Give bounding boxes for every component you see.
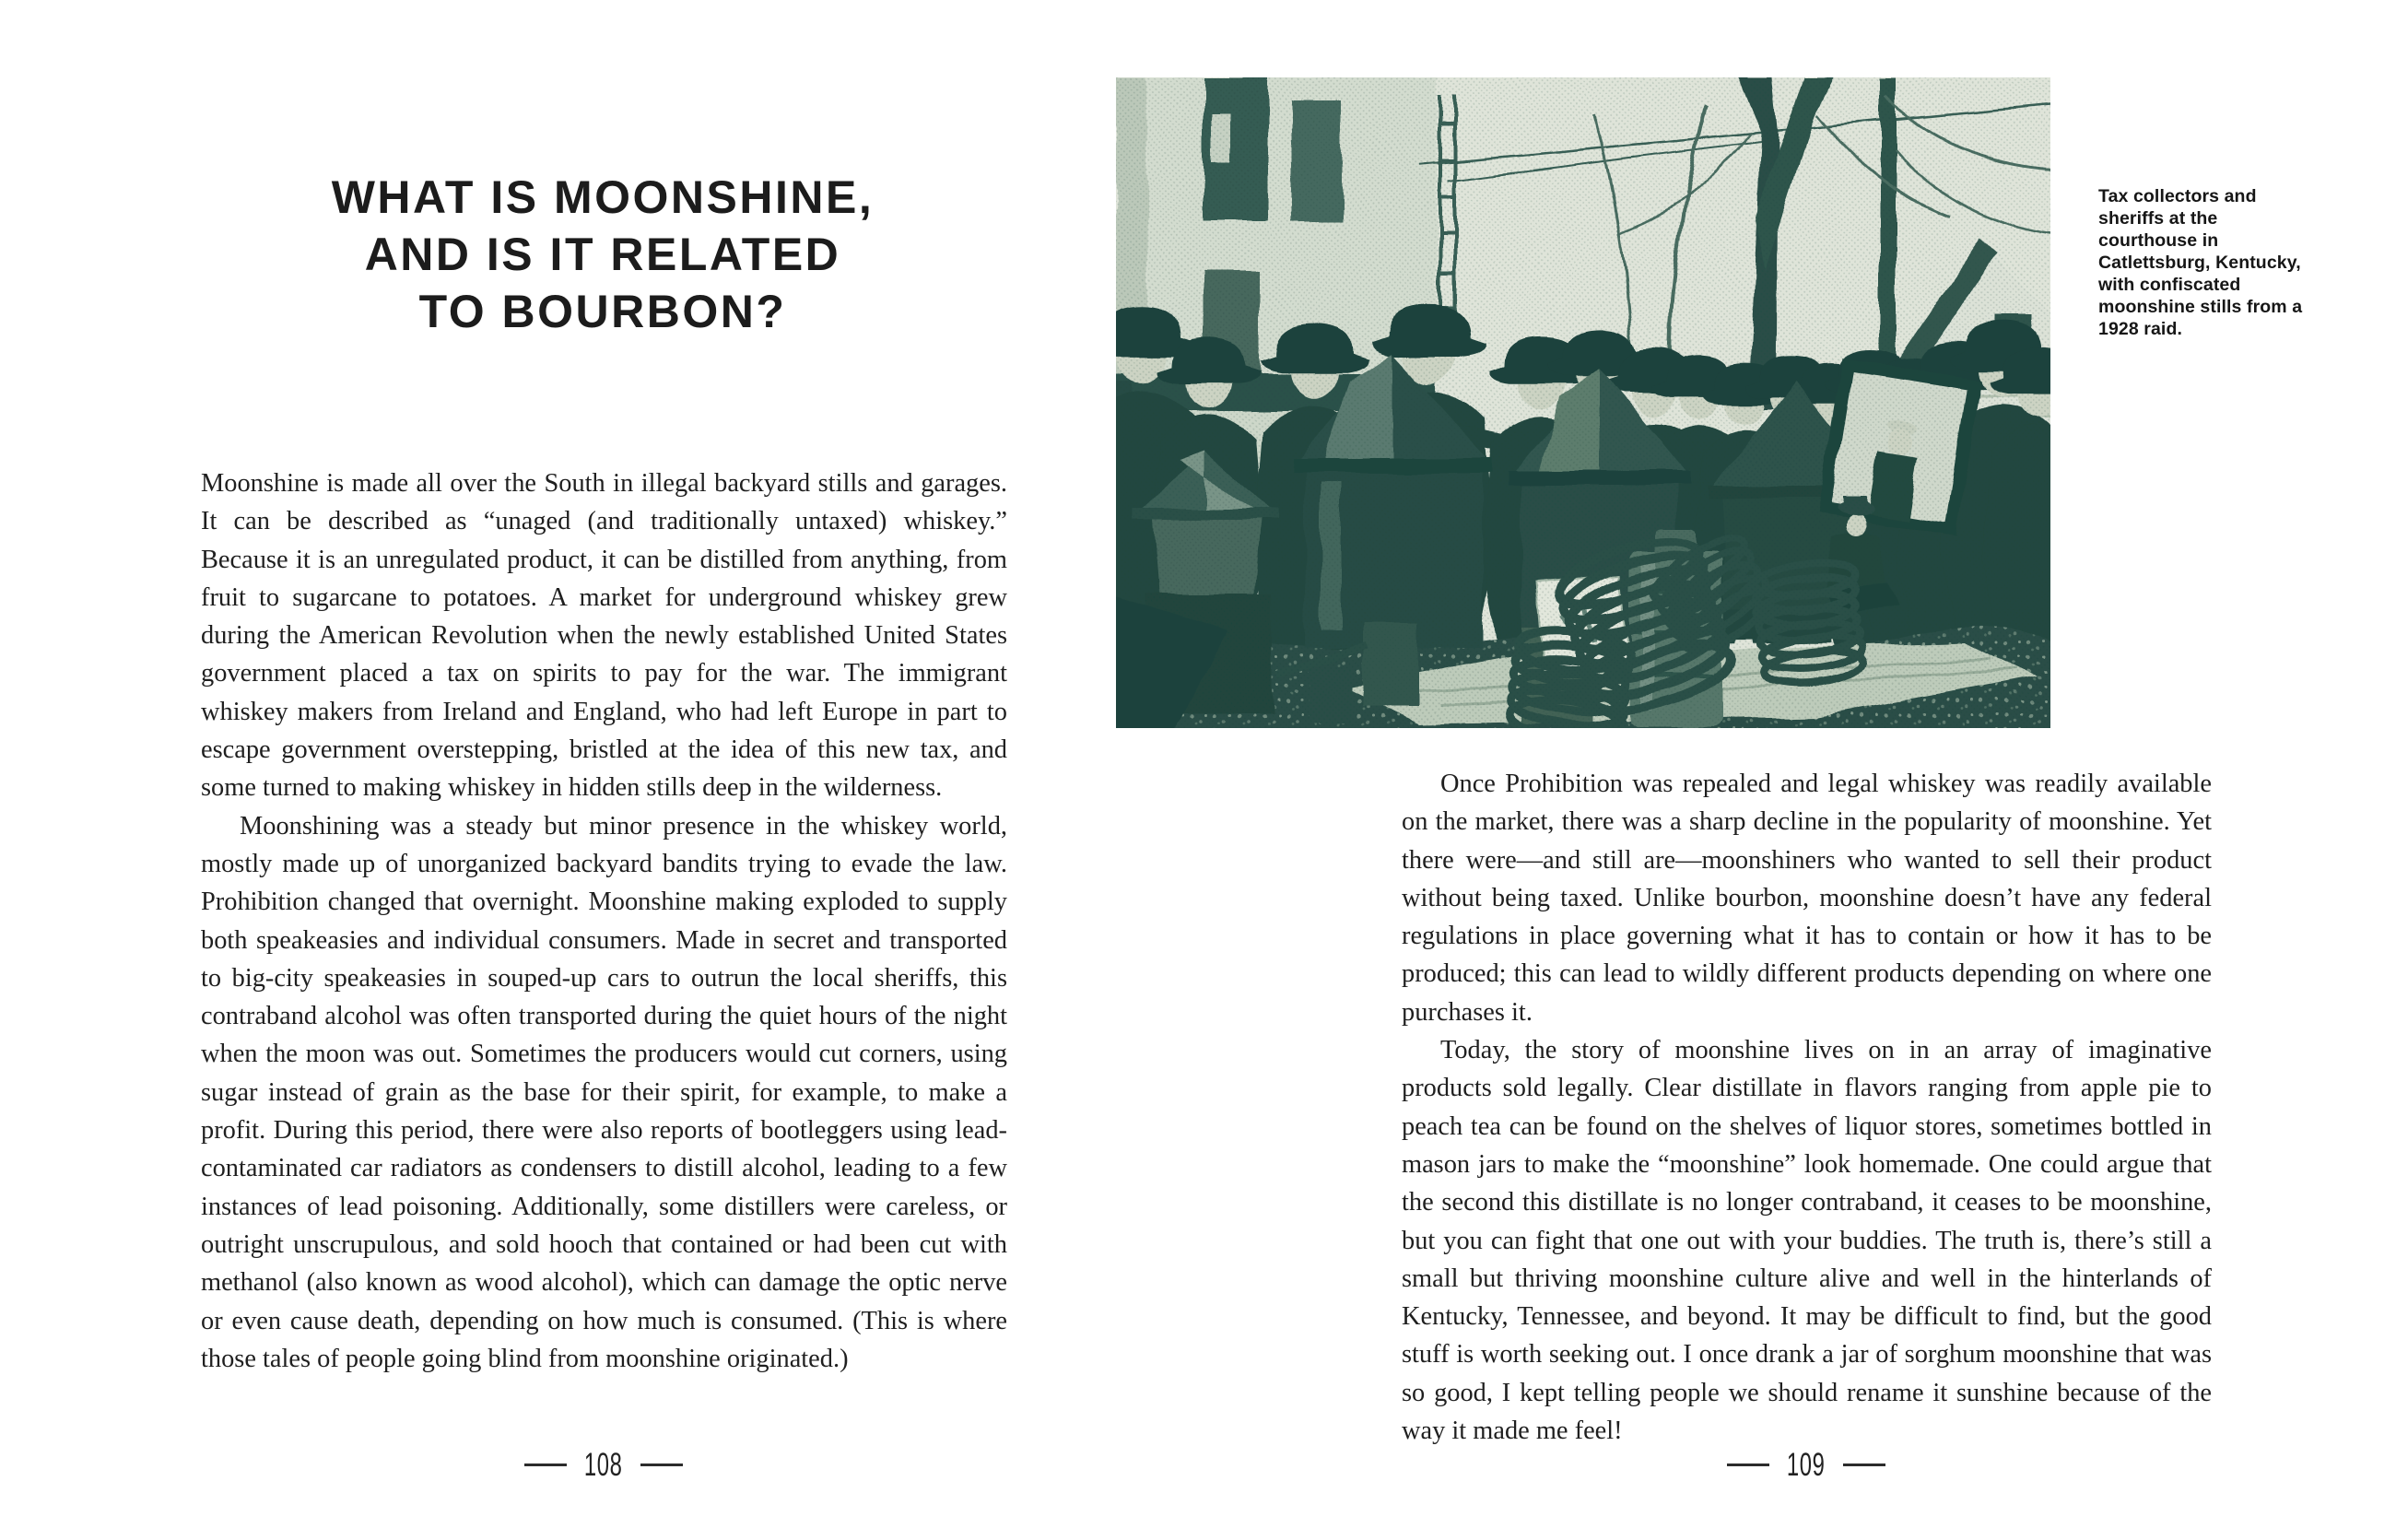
paragraph-4: Today, the story of moonshine lives on in an array of imaginative products sold legally. Clear distillate in flavors ranging from apple pie to peach tea can be found on the shelves of liquor stores, sometimes bottled in mason jars to make the “moonshine” look homemade. One could argue that the second this distillate is no longer contraband, it ceases to be moonshine, but you can fight that one out with your buddies. The truth is, there’s still a small but thriving moonshine culture alive and well in the hinterlands of Kentucky, Tennessee, and beyond. It may be difficult to find, but the good stuff is worth seeking out. I once drank a jar of sorghum moonshine that was so good, I kept telling people we should rename it sunshine because of the way it made me feel!	[1402, 1036, 2212, 1446]
folio-rule-right	[640, 1464, 683, 1466]
folio-rule-left	[1727, 1464, 1769, 1466]
photo-caption: Tax collectors and sheriffs at the courthouse in Catlettsburg, Kentucky, with confiscated moonshine stills from a 1928 raid.	[2098, 186, 2303, 339]
folio-number: 109	[1787, 1447, 1826, 1483]
right-body-text	[1402, 765, 2212, 1450]
page-number-left	[493, 1449, 714, 1481]
chapter-title	[221, 169, 984, 340]
paragraph-3: Once Prohibition was repealed and legal whiskey was readily available on the market, there was a sharp decline in the popularity of moonshine. Yet there were—and still are—moonshiners who wanted to sell their product without being taxed. Unlike bourbon, moonshine doesn’t have any federal regulations in place governing what it has to contain or how it has to be produced; this can lead to wildly different products depending on where one purchases it.	[1402, 770, 2212, 1027]
chapter-title-line-3: TO BOURBON?	[418, 286, 787, 337]
page-number-right	[1696, 1449, 1917, 1481]
paragraph-1: Moonshine is made all over the South in illegal backyard stills and garages. It can be described as “unaged (and traditionally untaxed) whiskey.” Because it is an unregulated product, it can be distilled from anything, from fruit to sugarcane to potatoes. A market for underground whiskey grew during the American Revolution when the newly established United States government placed a tax on spirits to pay for the war. The immigrant whiskey makers from Ireland and England, who had left Europe in part to escape government overstepping, bristled at the idea of this new tax, and some turned to making whiskey in hidden stills deep in the wilderness.	[201, 469, 1007, 803]
chapter-title-line-2: AND IS IT RELATED	[364, 229, 841, 280]
folio-rule-left	[524, 1464, 567, 1466]
folio-number: 108	[584, 1447, 623, 1483]
photo-illustration	[1116, 77, 2050, 728]
folio-rule-right	[1843, 1464, 1885, 1466]
chapter-title-line-1: WHAT IS MOONSHINE,	[331, 171, 875, 223]
paragraph-2: Moonshining was a steady but minor presence in the whiskey world, mostly made up of unorganized backyard bandits trying to evade the law. Prohibition changed that overnight. Moonshine making exploded to supply both speakeasies and individual consumers. Made in secret and transported to big-city speakeasies in souped-up cars to outrun the local sheriffs, this contraband alcohol was often transported during the quiet hours of the night when the moon was out. Sometimes the producers would cut corners, using sugar instead of grain as the base for their spirit, for example, to make a profit. During this period, there were also reports of bootleggers using lead-contaminated car radiators as condensers to distill alcohol, leading to a few instances of lead poisoning. Additionally, some distillers were careless, or outright unscrupulous, and sold hooch that contained or had been cut with methanol (also known as wood alcohol), which can damage the optic nerve or even cause death, depending on how much is consumed. (This is where those tales of people going blind from moonshine originated.)	[201, 811, 1007, 1373]
left-body-text	[201, 464, 1007, 1378]
photo-moonshine-raid	[1116, 77, 2050, 728]
